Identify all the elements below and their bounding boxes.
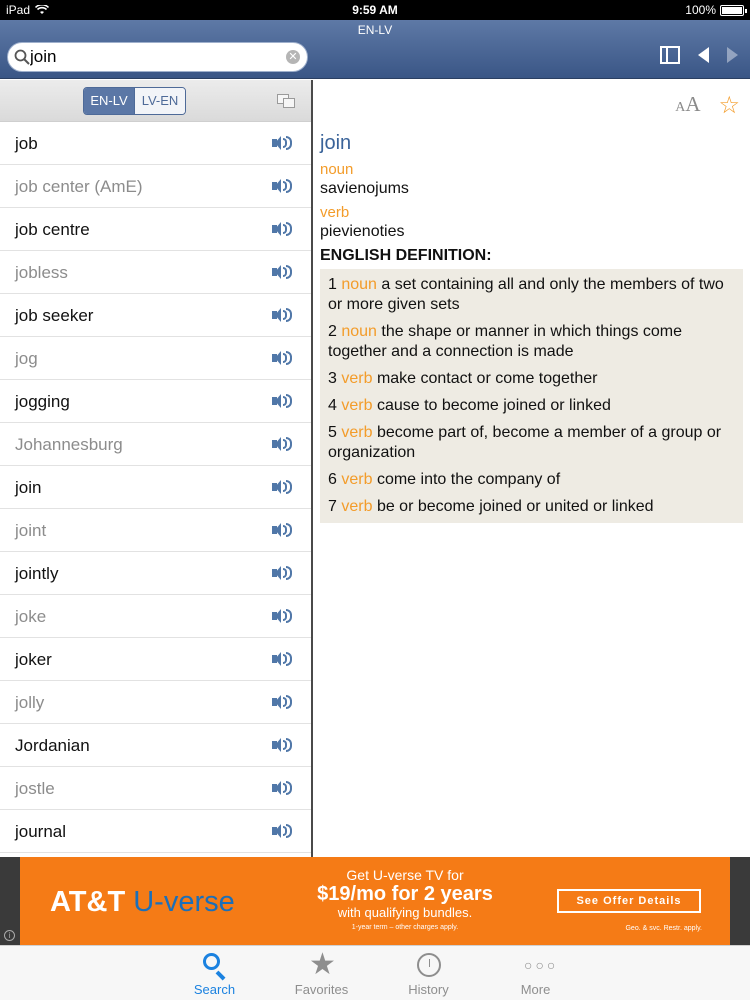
word-label: jolly [15,693,45,712]
ad-logo [50,886,235,919]
tab-bar [0,945,750,1000]
definition-number: 1 [328,276,337,293]
word-list-item[interactable] [0,337,311,380]
speaker-icon[interactable] [272,609,294,623]
definition-pos: verb [341,424,373,441]
nav-title: EN-LV [357,23,393,37]
word-list-item[interactable] [0,294,311,337]
definition-item [328,275,735,315]
translation: savienojums [320,180,409,197]
font-size-icon[interactable] [675,92,700,117]
word-list-item[interactable] [0,466,311,509]
more-icon: ○○○ [524,957,559,973]
word-list-item[interactable] [0,208,311,251]
speaker-icon[interactable] [272,781,294,795]
speaker-icon[interactable] [272,480,294,494]
tab-favorites-label: Favorites [294,982,349,997]
forward-arrow-icon[interactable] [727,47,738,63]
status-right [685,3,744,17]
definition-item [328,369,735,389]
speaker-icon[interactable] [272,652,294,666]
speaker-icon[interactable] [272,394,294,408]
speaker-icon[interactable] [272,351,294,365]
word-list-item[interactable] [0,595,311,638]
word-label: joint [15,521,47,540]
font-size-large: A [685,92,701,116]
word-list [0,122,311,853]
nav-actions [660,46,738,64]
word-label: jobless [15,263,68,282]
entry-tools [675,92,740,117]
ad-banner[interactable] [0,857,750,945]
speaker-icon[interactable] [272,695,294,709]
ad-brand: AT&T [50,886,126,918]
word-list-item[interactable] [0,251,311,294]
tab-more[interactable] [482,946,589,1000]
word-label: job [15,134,38,153]
font-size-small: A [675,100,686,115]
definition-text: come into the company of [376,471,561,488]
info-icon[interactable]: i [4,930,15,941]
tab-history[interactable] [375,946,482,1000]
definition-number: 6 [328,471,337,488]
definition-text: cause to become joined or linked [376,397,611,414]
battery-percent: 100% [685,3,716,17]
tab-favorites[interactable] [268,946,375,1000]
word-label: join [15,478,42,497]
search-icon [14,49,30,65]
definition-text: make contact or come together [376,370,598,387]
word-list-item[interactable] [0,423,311,466]
tab-more-label: More [520,982,551,997]
search-input[interactable] [30,47,280,67]
clock-icon [414,951,444,979]
speaker-icon[interactable] [272,824,294,838]
clear-icon[interactable]: ✕ [286,50,300,64]
word-list-item[interactable] [0,552,311,595]
word-list-panel [0,80,313,857]
word-label: job centre [15,220,90,239]
speaker-icon[interactable] [272,265,294,279]
search-icon [200,951,230,979]
definition-pos: verb [341,498,373,515]
tab-history-label: History [408,982,449,997]
navigation-bar [0,20,750,79]
definition-item [328,497,735,517]
definition-number: 3 [328,370,337,387]
word-label: journal [15,822,67,841]
ad-line1: Get U-verse TV for [346,867,464,883]
word-label: Johannesburg [15,435,123,454]
definition-number: 7 [328,498,337,515]
definition-item [328,423,735,463]
entry-panel [315,80,750,857]
definition-item [328,322,735,362]
word-list-item[interactable] [0,681,311,724]
ad-line2: $19/mo for 2 years [317,883,493,905]
split-view-icon[interactable] [660,46,680,64]
status-time: 9:59 AM [352,3,398,17]
definition-number: 4 [328,397,337,414]
speaker-icon[interactable] [272,179,294,193]
speaker-icon[interactable] [272,222,294,236]
word-list-item[interactable] [0,509,311,552]
device-name: iPad [6,3,31,17]
definition-text: the shape or manner in which things come together and a connection is made [328,323,683,360]
back-arrow-icon[interactable] [698,47,709,63]
search-box[interactable] [7,42,308,72]
definition-text: be or become joined or united or linked [376,498,654,515]
definition-pos: verb [341,397,373,414]
part-of-speech: verb [320,204,350,221]
speaker-icon[interactable] [272,566,294,580]
definition-title: ENGLISH DEFINITION: [320,247,492,264]
headword: join [320,132,352,154]
word-label: jostle [15,779,55,798]
definition-pos: noun [341,276,377,293]
battery-icon [720,5,744,16]
word-label: job seeker [15,306,94,325]
ad-content[interactable] [20,857,730,945]
word-list-item[interactable] [0,165,311,208]
word-label: jointly [15,564,59,583]
definition-pos: verb [341,370,373,387]
speaker-icon[interactable] [272,308,294,322]
tab-search-label: Search [193,982,236,997]
direction-en-lv[interactable]: EN-LV [84,88,134,114]
direction-bar [0,80,311,122]
definition-pos: verb [341,471,373,488]
ad-offer-button[interactable]: See Offer Details [557,889,701,913]
ad-product: U-verse [133,886,235,918]
word-label: jogging [15,392,70,411]
word-list-item[interactable] [0,767,311,810]
definition-text: a set containing all and only the members of two or more given sets [328,276,724,313]
speaker-icon[interactable] [272,437,294,451]
word-list-item[interactable] [0,638,311,681]
word-label: Jordanian [15,736,90,755]
ad-disclaimer: Geo. & svc. Restr. apply. [625,925,702,932]
direction-lv-en[interactable]: LV-EN [134,88,185,114]
word-list-item[interactable] [0,810,311,853]
ad-fine-print: 1-year term – other charges apply. [351,924,459,931]
favorite-star-icon[interactable]: ☆ [718,92,740,119]
definition-item [328,396,735,416]
definitions-list [320,269,743,523]
speaker-icon[interactable] [272,136,294,150]
definition-item [328,470,735,490]
definition-pos: noun [341,323,377,340]
definition-number: 2 [328,323,337,340]
word-label: joker [15,650,52,669]
dictionary-entry [320,132,745,523]
word-label: jog [15,349,38,368]
star-icon: ★ [309,948,336,981]
translation: pievienoties [320,223,405,240]
definition-text: become part of, become a member of a group or organization [328,424,722,461]
status-bar [0,0,750,20]
speaker-icon[interactable] [272,738,294,752]
word-list-item[interactable] [0,122,311,165]
word-label: joke [15,607,47,626]
speaker-icon[interactable] [272,523,294,537]
direction-segmented-control [83,87,186,115]
copy-icon[interactable] [277,94,295,108]
tab-search[interactable] [161,946,268,1000]
word-list-item[interactable] [0,380,311,423]
translations [320,161,745,242]
part-of-speech: noun [320,161,354,178]
definition-number: 5 [328,424,337,441]
ad-line3: with qualifying bundles. [337,905,473,920]
word-list-item[interactable] [0,724,311,767]
word-label: job center (AmE) [15,177,143,196]
